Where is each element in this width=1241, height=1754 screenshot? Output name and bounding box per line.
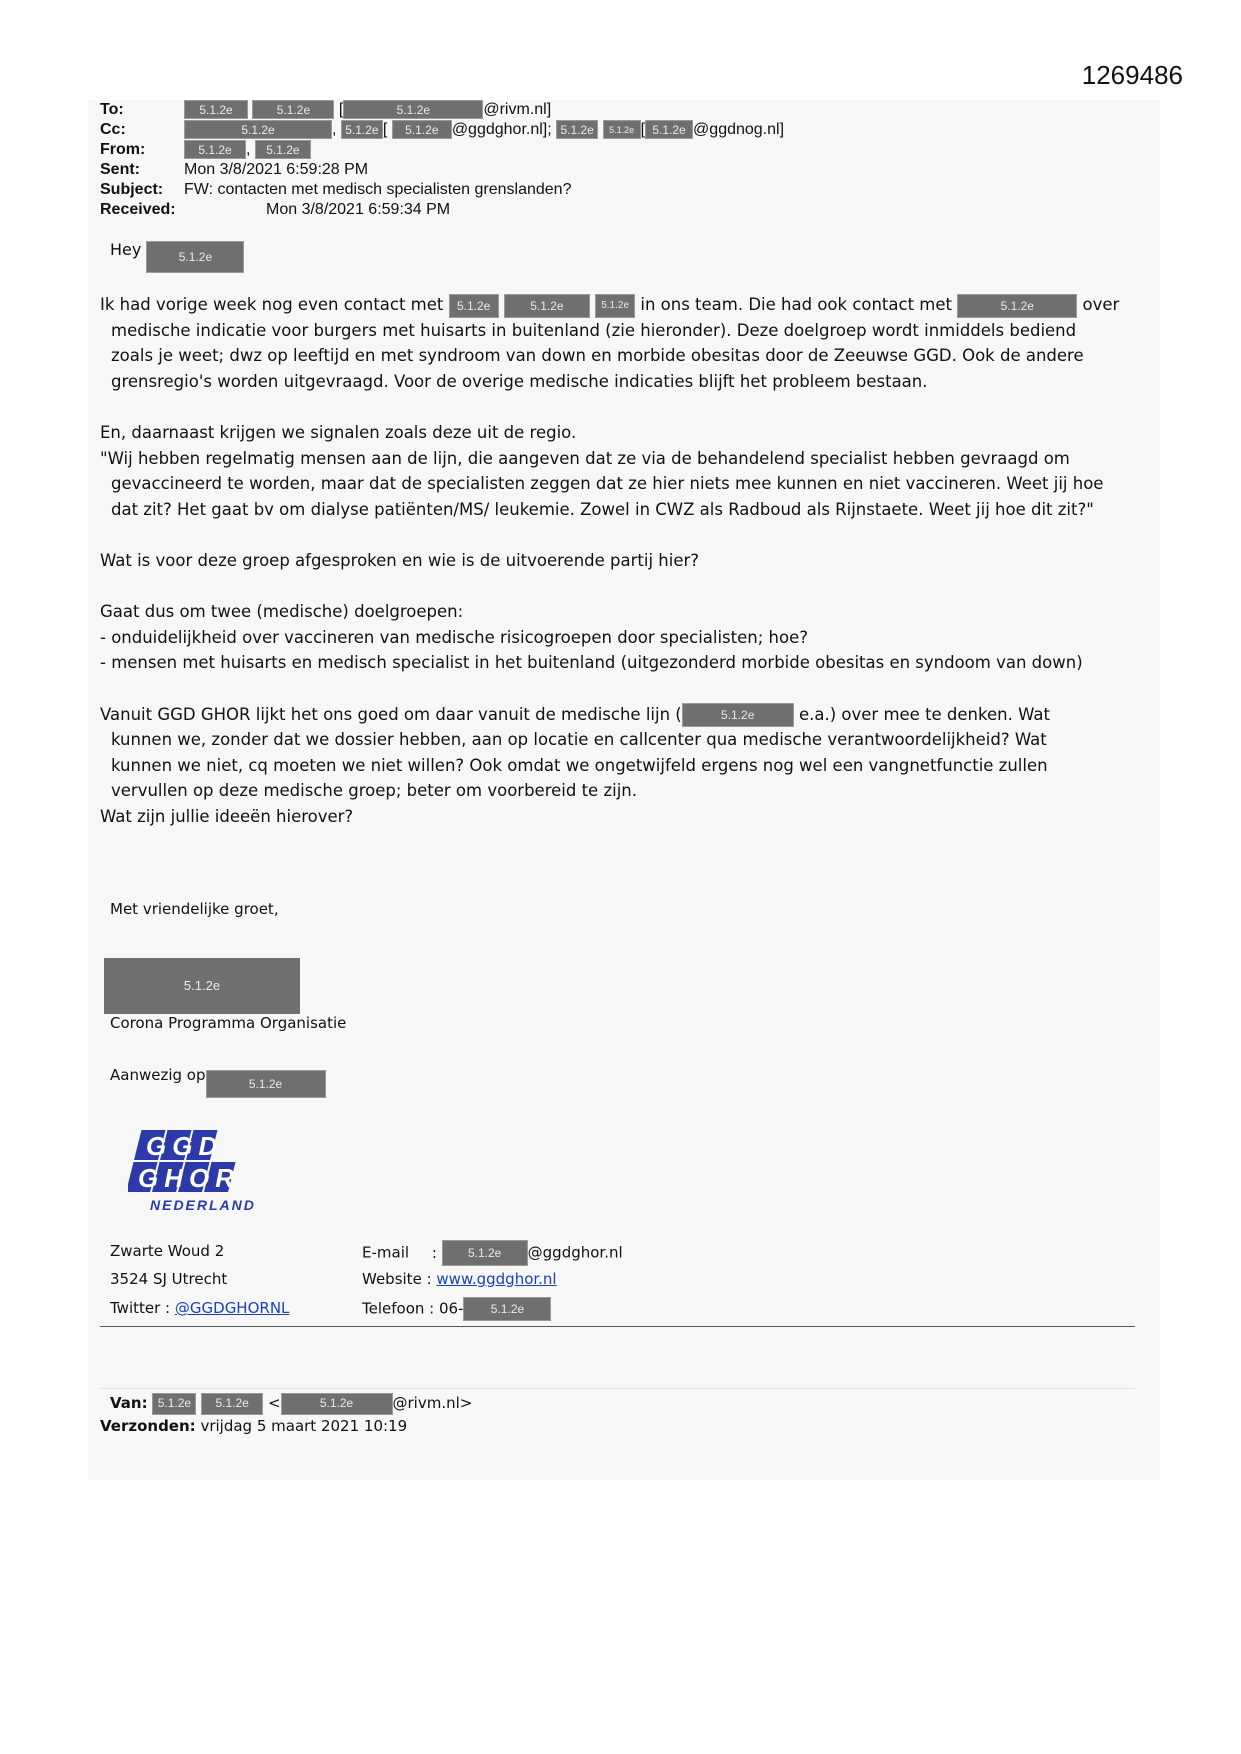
address-line-1: Zwarte Woud 2 bbox=[110, 1242, 225, 1260]
text: kunnen we niet, cq moeten we niet willen? Ook omdat we ongetwijfeld ergens nog wel een vangnetfunctie zullen bbox=[111, 755, 1048, 775]
greeting-text: Hey bbox=[110, 240, 142, 259]
redaction: 5.1.2e bbox=[682, 703, 794, 727]
website-label: Website : bbox=[362, 1270, 432, 1288]
text: medische indicatie voor burgers met huisarts in buitenland (zie hieronder). Deze doelgroep wordt inmiddels bediend bbox=[111, 320, 1077, 340]
paragraph-1 bbox=[100, 292, 1145, 394]
text: - onduidelijkheid over vaccineren van medische risicogroepen door specialisten; hoe? bbox=[100, 627, 808, 647]
phone-line bbox=[362, 1297, 551, 1321]
email-body bbox=[100, 292, 1145, 855]
text: Aanwezig op bbox=[110, 1066, 206, 1084]
cc-suffix-2: @ggdnog.nl] bbox=[693, 121, 785, 138]
paragraph-5 bbox=[100, 702, 1145, 830]
from-label: From: bbox=[100, 141, 146, 158]
redaction: 5.1.2e bbox=[146, 241, 244, 273]
email-label: E-mail bbox=[362, 1243, 410, 1262]
website-link[interactable]: www.ggdghor.nl bbox=[436, 1270, 557, 1288]
redaction: 5.1.2e bbox=[556, 120, 598, 139]
ggd-ghor-logo-icon bbox=[128, 1128, 288, 1218]
text: gevaccineerd te worden, maar dat de specialisten zeggen dat ze hier niets mee kunnen en niet vaccineren. Weet jij hoe bbox=[111, 474, 1104, 494]
twitter-line bbox=[110, 1299, 289, 1317]
redaction: 5.1.2e bbox=[252, 100, 334, 119]
redaction: 5.1.2e bbox=[152, 1393, 196, 1415]
to-value: 5.1.2e 5.1.2e [ 5.1.2e @rivm.nl] bbox=[184, 100, 551, 120]
text: "Wij hebben regelmatig mensen aan de lijn, die aangeven dat ze via de behandelend specialist hebben gevraagd om bbox=[100, 448, 1070, 468]
redaction: 5.1.2e bbox=[206, 1070, 326, 1098]
text: over bbox=[1082, 295, 1120, 314]
document-id: 1269486 bbox=[1081, 60, 1183, 90]
redaction: 5.1.2e bbox=[449, 294, 499, 318]
closing: Met vriendelijke groet, bbox=[110, 900, 279, 918]
redaction: 5.1.2e bbox=[463, 1297, 551, 1321]
verzonden-label: Verzonden: bbox=[100, 1416, 196, 1435]
text: kunnen we, zonder dat we dossier hebben, aan op locatie en callcenter qua medische verantwoordelijkheid? Wat bbox=[111, 730, 1047, 750]
redaction: 5.1.2e bbox=[184, 100, 248, 119]
text: Wat zijn jullie ideeën hierover? bbox=[100, 806, 354, 826]
address-line-2: 3524 SJ Utrecht bbox=[110, 1270, 228, 1288]
redaction: 5.1.2e bbox=[201, 1393, 263, 1415]
text: Vanuit GGD GHOR lijkt het ons goed om daar vanuit de medische lijn ( bbox=[100, 704, 682, 724]
redaction: 5.1.2e bbox=[255, 140, 311, 159]
text: zoals je weet; dwz op leeftijd en met syndroom van down en morbide obesitas door de Zeeuwse GGD. Ook de andere bbox=[111, 346, 1084, 366]
van-lt: < bbox=[267, 1394, 281, 1412]
paragraph-2 bbox=[100, 420, 1145, 522]
redaction: 5.1.2e bbox=[603, 120, 641, 139]
redaction: 5.1.2e bbox=[343, 100, 483, 119]
redaction: 5.1.2e bbox=[341, 120, 383, 139]
van-row bbox=[100, 1392, 472, 1415]
sent-label: Sent: bbox=[100, 161, 140, 178]
text: - mensen met huisarts en medisch specialist in het buitenland (uitgezonderd morbide obesitas en syndoom van down) bbox=[100, 653, 1083, 673]
email-line bbox=[362, 1240, 623, 1266]
logo-ggd: GGD bbox=[146, 1131, 224, 1161]
to-suffix: @rivm.nl] bbox=[483, 101, 552, 118]
text: vervullen op deze medische groep; beter om voorbereid te zijn. bbox=[111, 781, 637, 801]
sent-value: Mon 3/8/2021 6:59:28 PM bbox=[184, 161, 369, 178]
verzonden-row bbox=[100, 1415, 472, 1437]
text: in ons team. Die had ook contact met bbox=[640, 295, 952, 314]
phone-label: Telefoon : 06- bbox=[362, 1299, 464, 1318]
paragraph-3: Wat is voor deze groep afgesproken en wie is de uitvoerende partij hier? bbox=[100, 550, 700, 570]
logo-nederland: NEDERLAND bbox=[150, 1197, 256, 1213]
cc-value: 5.1.2e , 5.1.2e [ 5.1.2e @ggdghor.nl]; 5.1.2e 5.1.2e [ 5.1.2e @ggdnog.nl] bbox=[184, 120, 784, 140]
subject-label: Subject: bbox=[100, 181, 164, 198]
text: En, daarnaast krijgen we signalen zoals deze uit de regio. bbox=[100, 422, 577, 442]
redaction: 5.1.2e bbox=[184, 120, 332, 139]
text: Gaat dus om twee (medische) doelgroepen: bbox=[100, 602, 464, 622]
redaction: 5.1.2e bbox=[595, 294, 635, 318]
redaction: 5.1.2e bbox=[184, 140, 246, 159]
van-label: Van: bbox=[110, 1394, 148, 1412]
received-label: Received: bbox=[100, 201, 176, 218]
verzonden-value: vrijdag 5 maart 2021 10:19 bbox=[200, 1416, 408, 1435]
paragraph-4 bbox=[100, 599, 1145, 676]
cc-label: Cc: bbox=[100, 121, 126, 138]
text: dat zit? Het gaat bv om dialyse patiënten/MS/ leukemie. Zowel in CWZ als Radboud als Rijnstaete. Weet jij hoe dit zit?" bbox=[111, 499, 1094, 519]
received-value: Mon 3/8/2021 6:59:34 PM bbox=[266, 201, 451, 218]
redaction: 5.1.2e bbox=[442, 1240, 528, 1266]
redaction: 5.1.2e bbox=[392, 120, 452, 139]
divider bbox=[100, 1326, 1135, 1327]
redaction: 5.1.2e bbox=[645, 120, 693, 139]
redaction: 5.1.2e bbox=[504, 294, 590, 318]
from-value: 5.1.2e , 5.1.2e bbox=[184, 140, 311, 160]
redaction: 5.1.2e bbox=[104, 958, 300, 1014]
email-colon: : bbox=[431, 1243, 437, 1262]
twitter-label: Twitter : bbox=[110, 1299, 171, 1317]
present-on bbox=[110, 1066, 326, 1098]
greeting bbox=[110, 240, 244, 273]
logo-ghor: GHOR bbox=[138, 1163, 240, 1193]
text: e.a.) over mee te denken. Wat bbox=[798, 704, 1050, 724]
ggd-ghor-logo bbox=[128, 1128, 288, 1222]
cc-suffix-1: @ggdghor.nl]; bbox=[451, 121, 552, 138]
organisation: Corona Programma Organisatie bbox=[110, 1014, 347, 1032]
to-label: To: bbox=[100, 101, 124, 118]
text: Ik had vorige week nog even contact met bbox=[100, 295, 444, 314]
website-line bbox=[362, 1270, 557, 1288]
text: grensregio's worden uitgevraagd. Voor de overige medische indicaties blijft het probleem bestaan. bbox=[111, 371, 928, 391]
subject-value: FW: contacten met medisch specialisten grenslanden? bbox=[184, 181, 572, 198]
redaction: 5.1.2e bbox=[281, 1393, 393, 1415]
divider bbox=[100, 1388, 1135, 1389]
email-suffix: @ggdghor.nl bbox=[527, 1243, 623, 1262]
van-suffix: @rivm.nl> bbox=[392, 1394, 473, 1412]
forwarded-header bbox=[100, 1392, 472, 1437]
twitter-link[interactable]: @GGDGHORNL bbox=[174, 1299, 290, 1317]
redaction: 5.1.2e bbox=[957, 294, 1077, 318]
